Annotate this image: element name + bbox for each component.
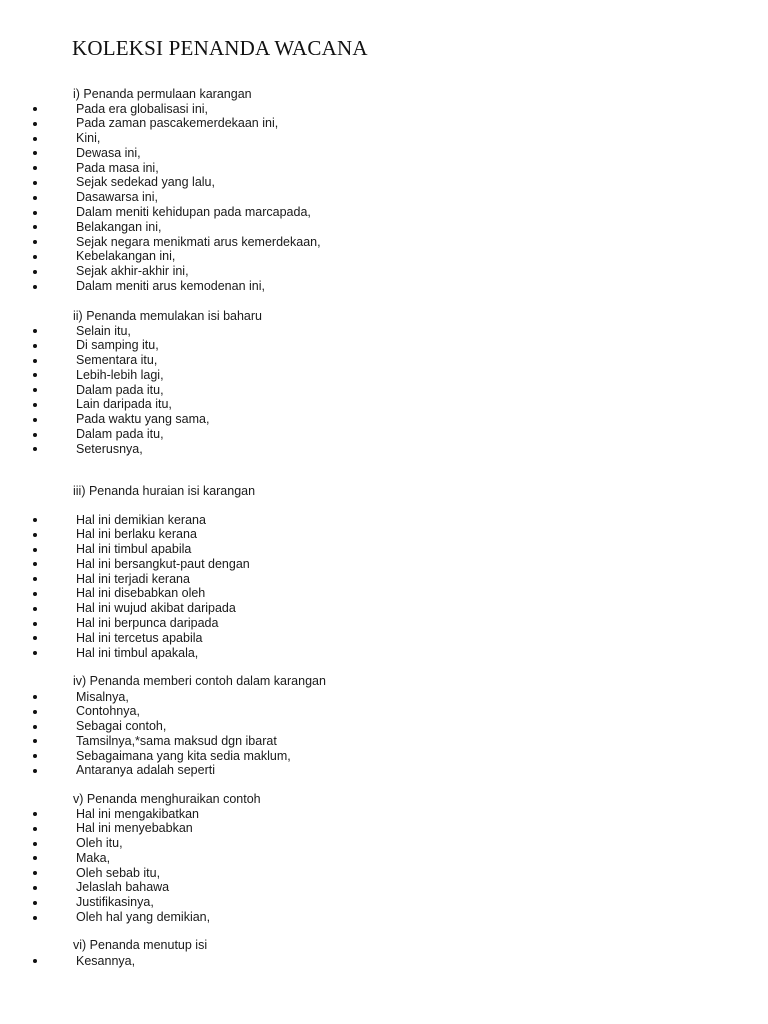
bullet-icon (33, 636, 37, 640)
bullet-icon (33, 886, 37, 890)
bullet-icon (33, 240, 37, 244)
list-item (0, 631, 768, 646)
bullet-icon (33, 651, 37, 655)
list-item (0, 235, 768, 250)
list-item-text: Pada zaman pascakemerdekaan ini, (76, 116, 279, 131)
bullet-icon (33, 739, 37, 743)
list-item-text: Tamsilnya,*sama maksud dgn ibarat (76, 733, 277, 748)
list-item (0, 116, 768, 131)
list-item-text: Hal ini demikian kerana (76, 512, 206, 527)
list-item-text: Hal ini timbul apabila (76, 542, 192, 557)
list-item-text: Dasawarsa ini, (76, 190, 158, 205)
list-item (0, 954, 768, 969)
list-item (0, 542, 768, 557)
list-item (0, 353, 768, 368)
list-item-text: Hal ini terjadi kerana (76, 571, 190, 586)
list-item-text: Pada era globalisasi ini, (76, 101, 209, 116)
bullet-icon (33, 518, 37, 522)
list-item-text: Hal ini berpunca daripada (76, 616, 219, 631)
section-list (0, 807, 768, 925)
list-item (0, 102, 768, 117)
bullet-icon (33, 285, 37, 289)
list-item-text: Antaranya adalah seperti (76, 763, 215, 778)
list-item-text: Oleh itu, (76, 836, 123, 851)
list-item (0, 383, 768, 398)
bullet-icon (33, 151, 37, 155)
bullet-icon (33, 592, 37, 596)
bullet-icon (33, 856, 37, 860)
list-item (0, 690, 768, 705)
list-item-text: Sejak negara menikmati arus kemerdekaan, (76, 234, 321, 249)
list-item (0, 586, 768, 601)
list-item (0, 205, 768, 220)
bullet-icon (33, 166, 37, 170)
bullet-icon (33, 607, 37, 611)
list-item-text: Hal ini timbul apakala, (76, 645, 199, 660)
list-item-text: Justifikasinya, (76, 895, 154, 910)
bullet-icon (33, 388, 37, 392)
list-item (0, 527, 768, 542)
list-item (0, 264, 768, 279)
section-list (0, 324, 768, 457)
list-item-text: Seterusnya, (76, 441, 143, 456)
list-item (0, 397, 768, 412)
list-item-text: Di samping itu, (76, 338, 159, 353)
bullet-icon (33, 959, 37, 963)
list-item (0, 616, 768, 631)
list-item-text: Dalam pada itu, (76, 382, 164, 397)
list-item-text: Sebagai contoh, (76, 719, 167, 734)
section-heading: i) Penanda permulaan karangan (73, 87, 252, 101)
list-item-text: Jelaslah bahawa (76, 880, 170, 895)
bullet-icon (33, 622, 37, 626)
list-item (0, 412, 768, 427)
section-list (0, 954, 768, 969)
list-item-text: Hal ini bersangkut-paut dengan (76, 556, 250, 571)
document-title: KOLEKSI PENANDA WACANA (72, 36, 368, 60)
list-item-text: Hal ini mengakibatkan (76, 806, 199, 821)
list-item-text: Pada masa ini, (76, 160, 159, 175)
list-item (0, 836, 768, 851)
bullet-icon (33, 827, 37, 831)
list-item (0, 146, 768, 161)
bullet-icon (33, 211, 37, 215)
bullet-icon (33, 270, 37, 274)
list-item-text: Oleh sebab itu, (76, 865, 161, 880)
list-item-text: Dalam meniti arus kemodenan ini, (76, 279, 265, 294)
list-item-text: Sejak sedekad yang lalu, (76, 175, 215, 190)
bullet-icon (33, 916, 37, 920)
list-item-text: Kesannya, (76, 953, 136, 968)
bullet-icon (33, 122, 37, 126)
list-item-text: Contohnya, (76, 704, 140, 719)
bullet-icon (33, 562, 37, 566)
list-item (0, 324, 768, 339)
list-item-text: Kini, (76, 131, 101, 146)
list-item (0, 866, 768, 881)
section-heading: ii) Penanda memulakan isi baharu (73, 309, 262, 323)
list-item (0, 220, 768, 235)
list-item-text: Dewasa ini, (76, 145, 141, 160)
bullet-icon (33, 373, 37, 377)
list-item (0, 442, 768, 457)
bullet-icon (33, 107, 37, 111)
list-item (0, 646, 768, 661)
bullet-icon (33, 196, 37, 200)
list-item (0, 749, 768, 764)
bullet-icon (33, 710, 37, 714)
list-item (0, 279, 768, 294)
list-item (0, 880, 768, 895)
list-item (0, 704, 768, 719)
section-heading: iii) Penanda huraian isi karangan (73, 484, 256, 498)
section-heading: v) Penanda menghuraikan contoh (73, 792, 261, 806)
list-item (0, 851, 768, 866)
bullet-icon (33, 695, 37, 699)
list-item (0, 557, 768, 572)
list-item (0, 190, 768, 205)
list-item (0, 719, 768, 734)
bullet-icon (33, 359, 37, 363)
list-item (0, 175, 768, 190)
list-item (0, 763, 768, 778)
section-heading: iv) Penanda memberi contoh dalam karangan (73, 674, 326, 688)
list-item-text: Dalam pada itu, (76, 427, 164, 442)
bullet-icon (33, 181, 37, 185)
list-item-text: Belakangan ini, (76, 219, 162, 234)
list-item-text: Hal ini berlaku kerana (76, 527, 197, 542)
list-item-text: Hal ini tercetus apabila (76, 630, 203, 645)
list-item-text: Oleh hal yang demikian, (76, 910, 211, 925)
list-item-text: Hal ini wujud akibat daripada (76, 601, 236, 616)
section-list (0, 690, 768, 779)
bullet-icon (33, 418, 37, 422)
list-item-text: Misalnya, (76, 689, 129, 704)
bullet-icon (33, 433, 37, 437)
bullet-icon (33, 548, 37, 552)
list-item-text: Lain daripada itu, (76, 397, 172, 412)
bullet-icon (33, 137, 37, 141)
list-item (0, 368, 768, 383)
list-item (0, 338, 768, 353)
section-heading: vi) Penanda menutup isi (73, 938, 208, 952)
list-item (0, 161, 768, 176)
list-item (0, 807, 768, 822)
list-item (0, 601, 768, 616)
section-list (0, 513, 768, 661)
list-item (0, 249, 768, 264)
list-item (0, 572, 768, 587)
bullet-icon (33, 769, 37, 773)
list-item-text: Kebelakangan ini, (76, 249, 176, 264)
list-item-text: Sejak akhir-akhir ini, (76, 264, 189, 279)
section-list (0, 102, 768, 294)
list-item-text: Dalam meniti kehidupan pada marcapada, (76, 205, 311, 220)
list-item-text: Sementara itu, (76, 353, 158, 368)
bullet-icon (33, 725, 37, 729)
list-item (0, 895, 768, 910)
bullet-icon (33, 812, 37, 816)
bullet-icon (33, 447, 37, 451)
bullet-icon (33, 754, 37, 758)
list-item-text: Hal ini menyebabkan (76, 821, 193, 836)
bullet-icon (33, 344, 37, 348)
list-item-text: Hal ini disebabkan oleh (76, 586, 206, 601)
list-item (0, 131, 768, 146)
list-item (0, 427, 768, 442)
list-item-text: Lebih-lebih lagi, (76, 367, 164, 382)
list-item-text: Selain itu, (76, 323, 131, 338)
bullet-icon (33, 403, 37, 407)
list-item-text: Sebagaimana yang kita sedia maklum, (76, 748, 291, 763)
list-item (0, 821, 768, 836)
bullet-icon (33, 255, 37, 259)
list-item (0, 513, 768, 528)
list-item-text: Maka, (76, 850, 111, 865)
bullet-icon (33, 329, 37, 333)
list-item (0, 910, 768, 925)
bullet-icon (33, 842, 37, 846)
list-item-text: Pada waktu yang sama, (76, 412, 210, 427)
bullet-icon (33, 225, 37, 229)
bullet-icon (33, 533, 37, 537)
bullet-icon (33, 577, 37, 581)
bullet-icon (33, 901, 37, 905)
list-item (0, 734, 768, 749)
bullet-icon (33, 871, 37, 875)
